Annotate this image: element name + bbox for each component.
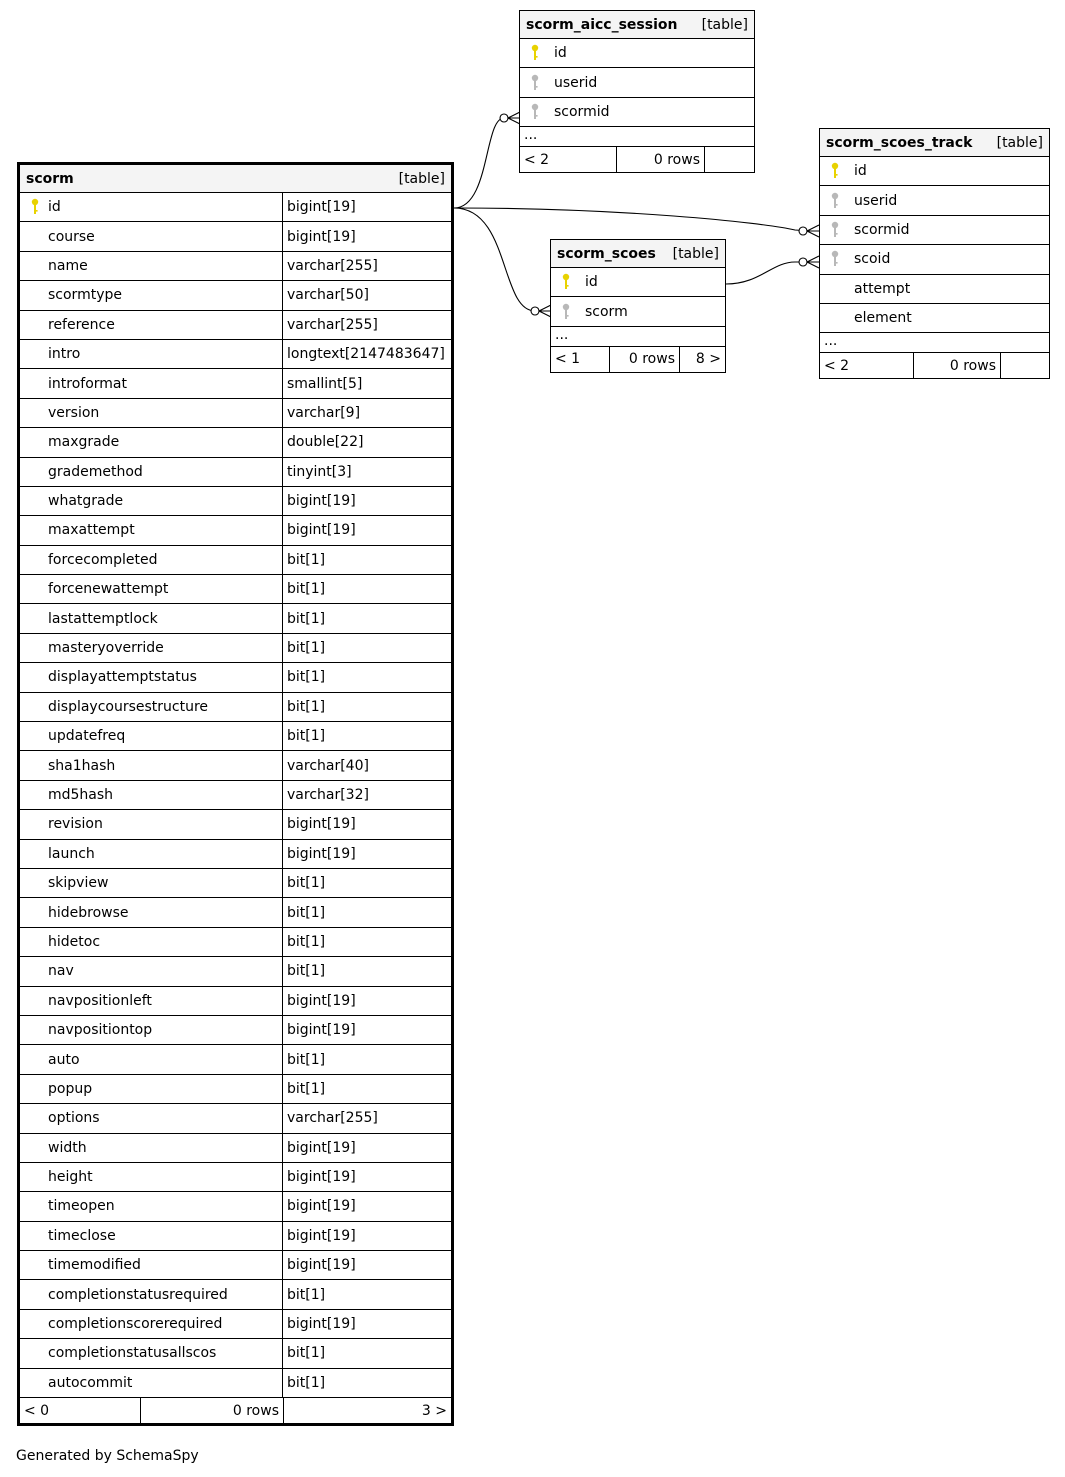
foreign-key-icon [824,221,846,239]
column-name-cell [820,216,1049,244]
column-row[interactable] [820,245,1049,274]
column-type: bit[1] [282,663,451,691]
column-type: bigint[19] [282,193,451,221]
generated-by-credit: Generated by SchemaSpy [16,1448,199,1464]
column-type: bigint[19] [282,810,451,838]
column-name: id [48,199,61,216]
column-type: bit[1] [282,604,451,632]
table-footer [551,347,725,372]
table-footer [520,147,754,172]
column-type: bit[1] [282,693,451,721]
table-name: scorm_scoes [557,245,656,262]
column-type: varchar[9] [282,399,451,427]
column-name: completionstatusrequired [48,1286,228,1303]
column-list [820,157,1049,333]
table-footer [20,1398,451,1423]
column-type: varchar[255] [282,252,451,280]
column-name-cell [20,987,282,1015]
column-row[interactable] [20,1280,451,1309]
column-type: varchar[255] [282,311,451,339]
column-name: maxattempt [48,522,135,539]
column-row[interactable] [20,340,451,369]
table-name: scorm [26,170,74,187]
column-row[interactable] [20,1134,451,1163]
column-name-cell [820,304,1049,332]
column-name-cell [20,281,282,309]
column-row[interactable] [20,1104,451,1133]
foreign-key-icon [555,303,577,321]
column-name: element [854,310,912,327]
column-type: smallint[5] [282,369,451,397]
column-name: id [554,45,567,62]
column-name: completionscorerequired [48,1316,223,1333]
column-name: options [48,1110,100,1127]
primary-key-icon [24,198,46,216]
column-name: scormtype [48,287,122,304]
column-name: grademethod [48,463,143,480]
column-name: updatefreq [48,728,126,745]
column-name-cell [20,634,282,662]
column-name-cell [20,898,282,926]
column-list [520,39,754,127]
column-name: reference [48,316,115,333]
column-row[interactable] [820,275,1049,304]
column-type: tinyint[3] [282,458,451,486]
column-row[interactable] [20,575,451,604]
column-row[interactable] [520,39,754,68]
column-name: attempt [854,280,911,297]
row-count: 0 rows [140,1398,283,1423]
column-name-cell [20,1222,282,1250]
column-type: bit[1] [282,634,451,662]
column-name: id [585,274,598,291]
column-row[interactable] [20,1310,451,1339]
column-name: displayattemptstatus [48,669,197,686]
column-name: forcecompleted [48,551,158,568]
column-name: autocommit [48,1374,133,1391]
column-type: bit[1] [282,1045,451,1073]
column-name-cell [20,193,282,221]
column-type: bit[1] [282,928,451,956]
column-row[interactable] [20,222,451,251]
column-row[interactable] [20,487,451,516]
table-name: scorm_scoes_track [826,134,973,151]
column-row[interactable] [820,157,1049,186]
column-name-cell [20,928,282,956]
column-row[interactable] [820,186,1049,215]
column-name-cell [20,1192,282,1220]
column-type: bit[1] [282,869,451,897]
column-name: revision [48,816,103,833]
column-type: bigint[19] [282,222,451,250]
column-type: bit[1] [282,1075,451,1103]
primary-key-icon [824,162,846,180]
column-name-cell [520,98,754,126]
column-row[interactable] [20,1045,451,1074]
column-name: scormid [554,103,610,120]
column-row[interactable] [20,516,451,545]
column-row[interactable] [20,428,451,457]
column-type: bigint[19] [282,1222,451,1250]
table-type: [table] [996,134,1043,151]
column-row[interactable] [20,693,451,722]
column-row[interactable] [20,634,451,663]
column-name-cell [20,516,282,544]
parents-link[interactable]: < 0 [24,1402,50,1419]
table-footer [820,353,1049,378]
column-type: bit[1] [282,1280,451,1308]
column-list [551,268,725,327]
column-name-cell [20,1163,282,1191]
column-row[interactable] [20,751,451,780]
column-type: bigint[19] [282,487,451,515]
column-name-cell [20,311,282,339]
column-row[interactable] [20,1163,451,1192]
column-name-cell [20,1016,282,1044]
column-name-cell [20,428,282,456]
column-type: varchar[50] [282,281,451,309]
column-name: introformat [48,375,127,392]
column-row[interactable] [20,604,451,633]
primary-key-icon [555,273,577,291]
column-name-cell [20,840,282,868]
table-scorm-scoes[interactable] [550,239,726,373]
children-link[interactable] [1000,353,1049,378]
column-name: skipview [48,875,109,892]
column-row[interactable] [820,304,1049,333]
column-name-cell [20,1104,282,1132]
column-name: hidebrowse [48,904,129,921]
column-name: timemodified [48,1257,141,1274]
column-row[interactable] [20,1339,451,1368]
parents-link[interactable]: < 2 [524,151,550,168]
column-name: md5hash [48,787,114,803]
column-row[interactable] [20,1075,451,1104]
column-row[interactable] [20,810,451,839]
table-scorm[interactable] [17,162,454,1426]
column-row[interactable] [820,216,1049,245]
column-name-cell [20,575,282,603]
column-row[interactable] [20,1251,451,1280]
table-name: scorm_aicc_session [526,16,678,33]
primary-key-icon [524,44,546,62]
column-name-cell [20,1369,282,1397]
column-name: scorm [585,303,628,320]
column-name-cell [20,604,282,632]
column-name-cell [20,399,282,427]
column-row[interactable] [20,663,451,692]
column-name: completionstatusallscos [48,1345,217,1362]
column-row[interactable] [551,297,725,326]
column-name: id [854,163,867,180]
column-row[interactable] [20,869,451,898]
more-columns: ... [551,327,725,347]
column-name-cell [20,340,282,368]
column-name-cell [20,1075,282,1103]
column-name: height [48,1169,93,1186]
column-name-cell [820,186,1049,214]
column-name-cell [551,268,725,296]
column-name-cell [20,546,282,574]
row-count: 0 rows [609,347,679,372]
column-name: userid [854,192,898,209]
column-name-cell [20,1310,282,1338]
column-row[interactable] [20,781,451,810]
column-name: timeclose [48,1227,116,1244]
column-name: launch [48,845,95,862]
column-row[interactable] [20,281,451,310]
table-header [520,11,754,39]
column-name: intro [48,346,81,363]
column-name: hidetoc [48,933,101,950]
foreign-key-icon [524,74,546,92]
table-header [820,129,1049,157]
foreign-key-icon [824,192,846,210]
column-row[interactable] [551,268,725,297]
column-row[interactable] [20,311,451,340]
column-name-cell [20,1134,282,1162]
column-row[interactable] [520,68,754,97]
column-type: bigint[19] [282,1134,451,1162]
column-type: bigint[19] [282,840,451,868]
column-name: width [48,1139,87,1156]
column-name-cell [20,1251,282,1279]
column-row[interactable] [20,987,451,1016]
table-header [551,240,725,268]
column-name-cell [820,157,1049,185]
column-name-cell [20,1280,282,1308]
column-type: bit[1] [282,575,451,603]
column-row[interactable] [20,957,451,986]
column-type: bigint[19] [282,516,451,544]
table-header [20,165,451,193]
column-type: bit[1] [282,957,451,985]
column-name-cell [20,722,282,750]
column-name: navpositiontop [48,1022,153,1039]
column-row[interactable] [20,193,451,222]
parents-link[interactable]: < 1 [555,351,581,368]
column-name: course [48,228,95,245]
parents-link[interactable]: < 2 [824,357,850,374]
column-name: name [48,257,88,274]
column-name: auto [48,1051,80,1068]
column-type: bigint[19] [282,987,451,1015]
column-list [20,193,451,1398]
column-name: masteryoverride [48,640,164,657]
row-count: 0 rows [616,147,704,172]
column-type: bigint[19] [282,1310,451,1338]
column-type: longtext[2147483647] [282,340,451,368]
column-name-cell [20,751,282,779]
column-type: bit[1] [282,722,451,750]
edge-scorm-to-scoes [454,208,551,317]
column-type: bigint[19] [282,1251,451,1279]
column-type: varchar[32] [282,781,451,809]
column-name: userid [554,74,598,91]
column-type: bit[1] [282,898,451,926]
row-count: 0 rows [913,353,1000,378]
table-scorm-aicc-session[interactable] [519,10,755,173]
column-row[interactable] [20,722,451,751]
column-name: scoid [854,251,891,268]
column-type: bit[1] [282,546,451,574]
column-name-cell [20,781,282,809]
edge-scorm-to-scoes-track [454,208,819,237]
column-name: popup [48,1080,93,1097]
edge-scoes-to-scoes-track [726,256,819,284]
table-scorm-scoes-track[interactable] [819,128,1050,379]
column-name-cell [20,869,282,897]
column-name: lastattemptlock [48,610,158,627]
column-name: whatgrade [48,493,124,510]
children-link[interactable] [704,147,754,172]
column-row[interactable] [20,546,451,575]
column-row[interactable] [20,1016,451,1045]
column-name-cell [20,663,282,691]
column-row[interactable] [20,840,451,869]
column-type: bigint[19] [282,1016,451,1044]
column-name-cell [20,810,282,838]
column-name-cell [20,369,282,397]
column-row[interactable] [20,1369,451,1398]
column-name-cell [520,39,754,67]
foreign-key-icon [524,103,546,121]
column-name: sha1hash [48,757,116,774]
children-link[interactable]: 3 > [283,1398,451,1423]
column-type: bit[1] [282,1369,451,1397]
more-columns: ... [820,333,1049,353]
column-row[interactable] [520,98,754,127]
column-type: varchar[255] [282,1104,451,1132]
column-name-cell [20,458,282,486]
column-name-cell [20,222,282,250]
column-name: timeopen [48,1198,115,1215]
column-row[interactable] [20,1192,451,1221]
column-row[interactable] [20,928,451,957]
column-row[interactable] [20,898,451,927]
column-name-cell [520,68,754,96]
column-name-cell [820,245,1049,273]
more-columns: ... [520,127,754,147]
foreign-key-icon [824,250,846,268]
column-name-cell [20,252,282,280]
column-type: bit[1] [282,1339,451,1367]
column-name-cell [20,1045,282,1073]
edge-scorm-to-aicc-session [454,112,520,208]
column-name: displaycoursestructure [48,698,209,715]
column-row[interactable] [20,399,451,428]
column-name: version [48,404,100,421]
column-type: bigint[19] [282,1163,451,1191]
column-name-cell [20,957,282,985]
column-name-cell [820,275,1049,303]
column-type: varchar[40] [282,751,451,779]
column-name-cell [20,693,282,721]
table-type: [table] [672,245,719,262]
column-name: scormid [854,221,910,238]
column-name: maxgrade [48,434,120,451]
column-row[interactable] [20,1222,451,1251]
column-name: navpositionleft [48,992,152,1009]
table-type: [table] [398,170,445,187]
column-name-cell [551,297,725,325]
column-name: nav [48,963,74,980]
column-row[interactable] [20,369,451,398]
column-type: bigint[19] [282,1192,451,1220]
table-type: [table] [701,16,748,33]
column-row[interactable] [20,252,451,281]
column-name-cell [20,487,282,515]
children-link[interactable]: 8 > [679,347,725,372]
column-name-cell [20,1339,282,1367]
column-type: double[22] [282,428,451,456]
column-name: forcenewattempt [48,581,169,598]
column-row[interactable] [20,458,451,487]
